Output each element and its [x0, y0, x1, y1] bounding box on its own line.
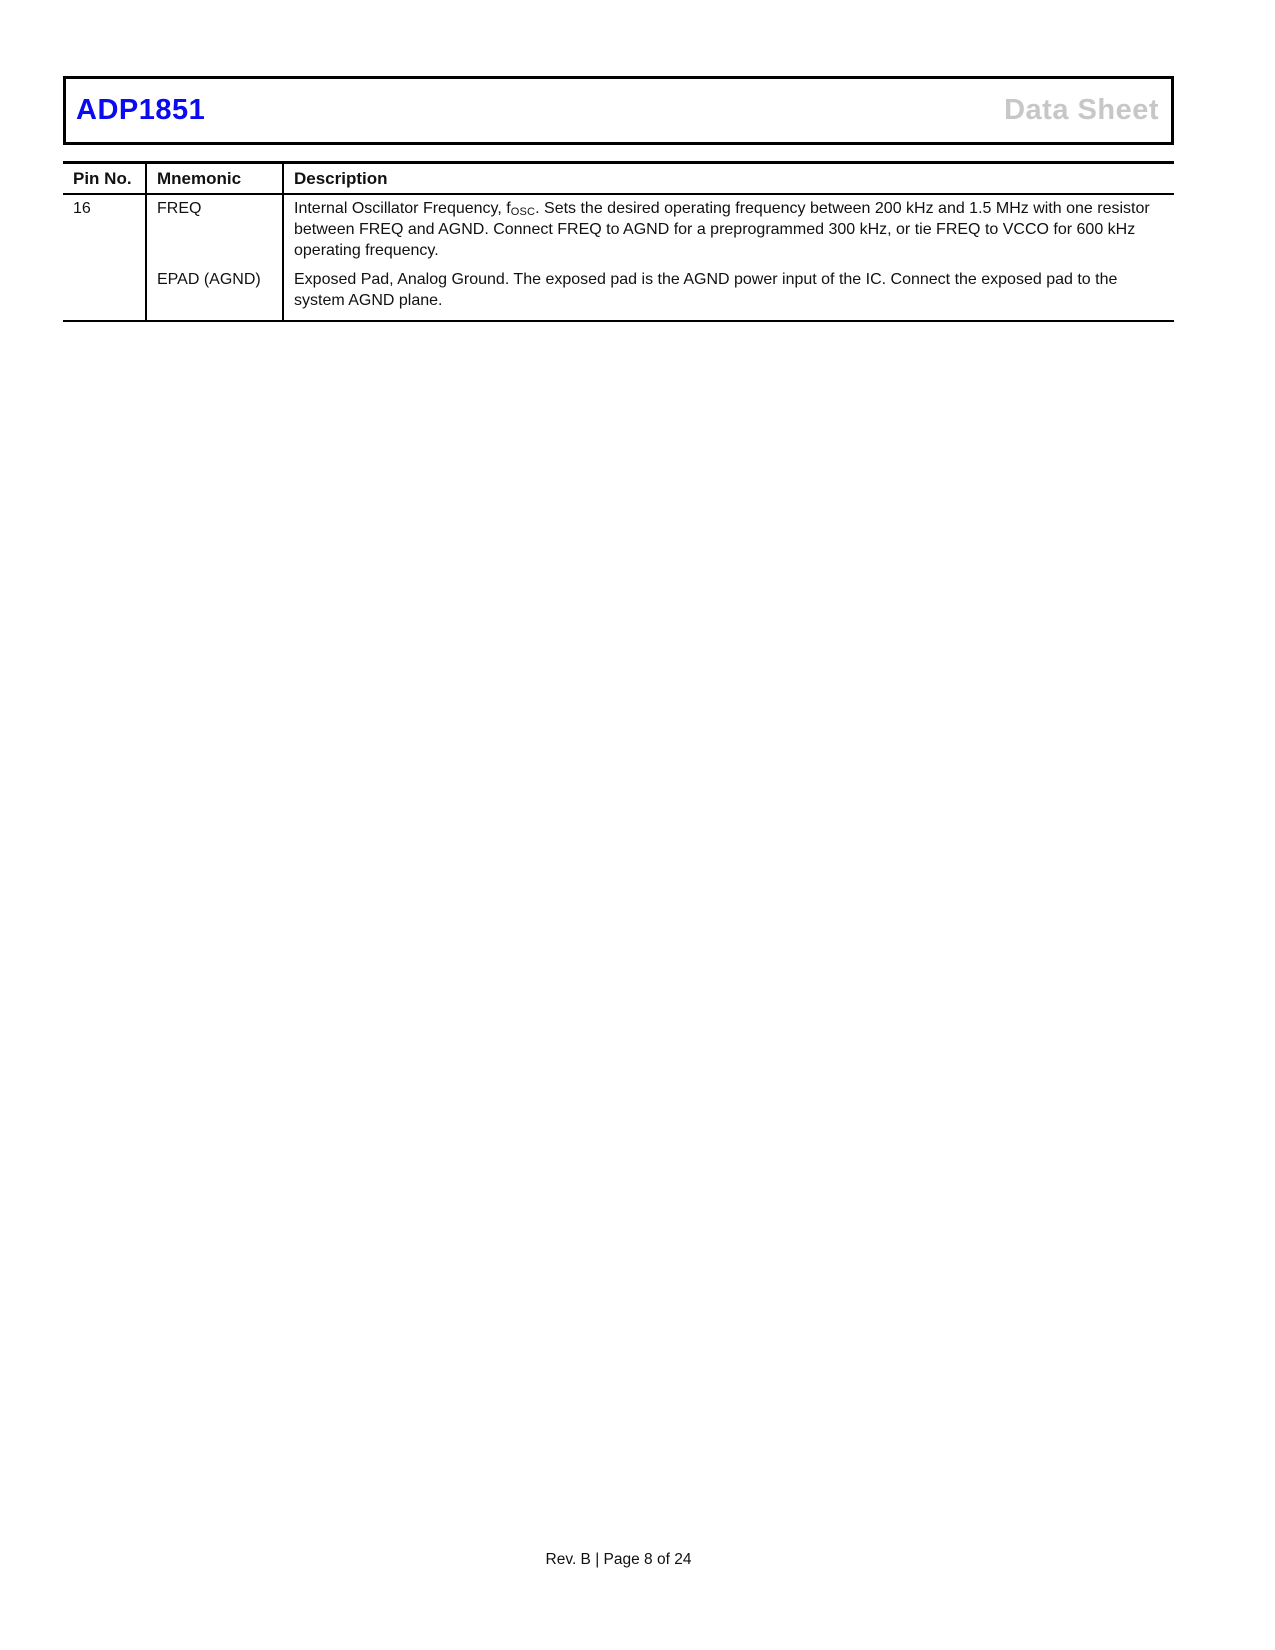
- mnemonic-cell: FREQ: [146, 194, 283, 263]
- table-row-freq: [63, 194, 1174, 263]
- col-header-mnemonic: Mnemonic: [146, 163, 283, 195]
- description-cell: Exposed Pad, Analog Ground. The exposed pad is the AGND power input of the IC. Connect the exposed pad to the system AGND plane.: [283, 263, 1174, 321]
- mnemonic-cell: EPAD (AGND): [146, 263, 283, 321]
- page-footer: Rev. B | Page 8 of 24: [545, 1551, 692, 1568]
- table-header-row: [63, 163, 1174, 195]
- part-number-title: ADP1851: [76, 94, 206, 126]
- page-header-banner: [63, 76, 1174, 145]
- col-header-description: Description: [283, 163, 1174, 195]
- description-cell: [283, 194, 1174, 263]
- description-text: Internal Oscillator Frequency, f: [294, 200, 511, 217]
- subscript-osc: OSC: [510, 206, 536, 218]
- description-text-continued: . Sets the desired operating frequency between 200 kHz and 1.5 MHz with one resistor between FREQ and AGND. Connect FREQ to AGND for a preprogrammed 300 kHz, or tie FREQ to VCCO for 600 kHz operating frequency.: [294, 200, 1150, 259]
- col-header-pin-no: Pin No.: [63, 163, 146, 195]
- pin-no-cell-empty: [63, 263, 146, 321]
- table-row-epad: [63, 263, 1174, 321]
- pin-function-table: [63, 161, 1174, 322]
- pin-no-cell: 16: [73, 200, 91, 217]
- doc-type-label: Data Sheet: [1004, 94, 1159, 126]
